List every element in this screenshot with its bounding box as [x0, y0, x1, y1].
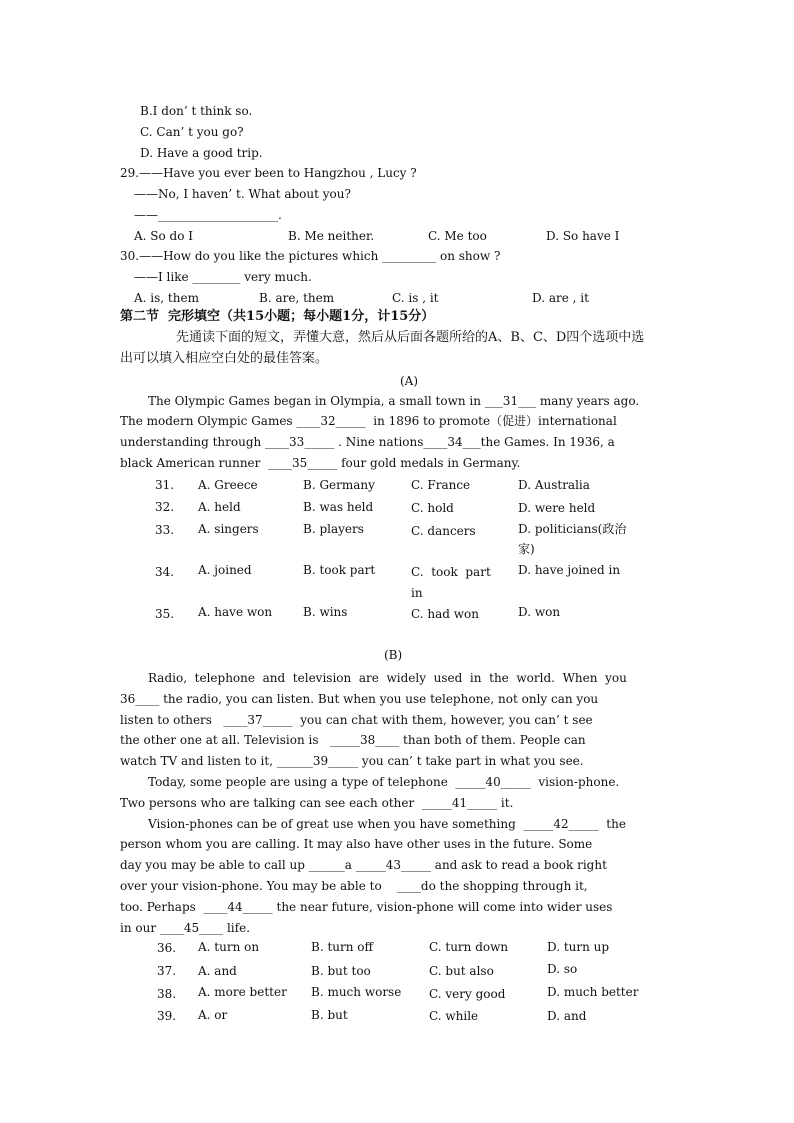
option-b: B. Germany: [303, 478, 375, 492]
option-a: A. turn on: [198, 940, 260, 954]
q30-option-a: A. is, them: [134, 291, 199, 305]
option-b: B. wins: [303, 605, 348, 619]
q28-option-b: B.I don’ t think so.: [140, 104, 253, 118]
section-instruction-2: 出可以填入相应空白处的最佳答案。: [120, 351, 329, 366]
passage-b-line: person whom you are calling. It may also have other uses in the future. Some: [120, 837, 593, 851]
q28-option-d: D. Have a good trip.: [140, 146, 263, 160]
option-b: B. turn off: [311, 940, 374, 954]
option-d: D. so: [547, 962, 578, 976]
passage-b-label: (B): [384, 648, 403, 662]
q28-option-c: C. Can’ t you go?: [140, 125, 244, 139]
option-b: B. was held: [303, 500, 374, 514]
question-number: 39.: [157, 1009, 177, 1023]
option-d: D. have joined in: [518, 563, 621, 577]
option-b: B. but too: [311, 964, 371, 978]
passage-b-line: Radio, telephone and television are widely used in the world. When you: [148, 671, 627, 685]
option-c: C. turn down: [429, 940, 509, 954]
option-c: C. took part: [411, 565, 491, 579]
passage-b-line: watch TV and listen to it, ______39_____ you can’ t take part in what you see.: [120, 754, 584, 768]
question-number: 36.: [157, 941, 177, 955]
option-c: C. had won: [411, 607, 479, 621]
section-instruction-1: 先通读下面的短文，弄懂大意，然后从后面各题所给的A、B、C、D四个选项中选: [176, 330, 645, 345]
q30-question: 30.——How do you like the pictures which _________ on show ?: [120, 249, 501, 263]
option-a: A. held: [198, 500, 241, 514]
option-b: B. but: [311, 1008, 348, 1022]
option-a: A. and: [198, 964, 237, 978]
option-b: B. much worse: [311, 985, 402, 999]
option-c: C. while: [429, 1009, 479, 1023]
q29-option-a: A. So do I: [134, 229, 194, 243]
question-number: 32.: [155, 500, 175, 514]
option-a: A. Greece: [198, 478, 258, 492]
option-d: D. Australia: [518, 478, 590, 492]
option-d: D. and: [547, 1009, 587, 1023]
passage-b-line: 36____ the radio, you can listen. But when you use telephone, not only can you: [120, 692, 599, 706]
option-a: A. joined: [198, 563, 252, 577]
question-number: 35.: [155, 607, 175, 621]
passage-b-line: in our ____45____ life.: [120, 921, 251, 935]
passage-b-line: listen to others ____37_____ you can chat with them, however, you can’ t see: [120, 713, 593, 727]
option-c: C. very good: [429, 987, 506, 1001]
q30-response: ——I like ________ very much.: [134, 270, 312, 284]
option-c: C. but also: [429, 964, 494, 978]
passage-a-line: The Olympic Games began in Olympia, a small town in ___31___ many years ago.: [148, 394, 640, 408]
option-a: A. or: [198, 1008, 228, 1022]
q29-question: 29.——Have you ever been to Hangzhou , Lucy ?: [120, 166, 417, 180]
option-d: D. politicians(政治: [518, 522, 627, 536]
q30-option-c: C. is , it: [392, 291, 439, 305]
q29-blank-line: ——____________________.: [134, 208, 282, 222]
passage-a-label: (A): [400, 374, 419, 388]
passage-b-line: Two persons who are talking can see each other _____41_____ it.: [120, 796, 514, 810]
option-d: D. much better: [547, 985, 639, 999]
passage-b-line: over your vision-phone. You may be able to ____do the shopping through it,: [120, 879, 588, 893]
question-number: 31.: [155, 478, 175, 492]
question-number: 33.: [155, 523, 175, 537]
option-b: B. players: [303, 522, 364, 536]
q29-option-b: B. Me neither.: [288, 229, 375, 243]
question-number: 38.: [157, 987, 177, 1001]
option-d-cont: 家): [518, 542, 535, 556]
passage-a-line: understanding through ____33_____ . Nine nations____34___the Games. In 1936, a: [120, 435, 615, 449]
q29-response: ——No, I haven’ t. What about you?: [134, 187, 351, 201]
section-title: 第二节 完形填空（共15小题；每小题1分，计15分）: [120, 309, 435, 324]
passage-b-line: Today, some people are using a type of telephone _____40_____ vision-phone.: [148, 775, 620, 789]
q29-option-c: C. Me too: [428, 229, 487, 243]
q30-option-b: B. are, them: [259, 291, 335, 305]
q30-option-d: D. are , it: [532, 291, 589, 305]
option-a: A. more better: [198, 985, 287, 999]
option-c: C. dancers: [411, 524, 476, 538]
passage-a-line: black American runner ____35_____ four gold medals in Germany.: [120, 456, 521, 470]
passage-b-line: Vision-phones can be of great use when you have something _____42_____ the: [148, 817, 626, 831]
passage-a-line: The modern Olympic Games ____32_____ in 1896 to promote（促进）international: [120, 414, 617, 428]
option-c: C. hold: [411, 501, 454, 515]
option-d: D. won: [518, 605, 561, 619]
option-c-cont: in: [411, 586, 423, 600]
option-a: A. have won: [198, 605, 273, 619]
passage-b-line: the other one at all. Television is _____38____ than both of them. People can: [120, 733, 586, 747]
option-b: B. took part: [303, 563, 376, 577]
passage-b-line: day you may be able to call up ______a _____43_____ and ask to read a book right: [120, 858, 607, 872]
question-number: 34.: [155, 565, 175, 579]
option-d: D. turn up: [547, 940, 610, 954]
q29-option-d: D. So have I: [546, 229, 620, 243]
option-c: C. France: [411, 478, 471, 492]
question-number: 37.: [157, 964, 177, 978]
passage-b-line: too. Perhaps ____44_____ the near future, vision-phone will come into wider uses: [120, 900, 613, 914]
option-d: D. were held: [518, 501, 596, 515]
option-a: A. singers: [198, 522, 259, 536]
